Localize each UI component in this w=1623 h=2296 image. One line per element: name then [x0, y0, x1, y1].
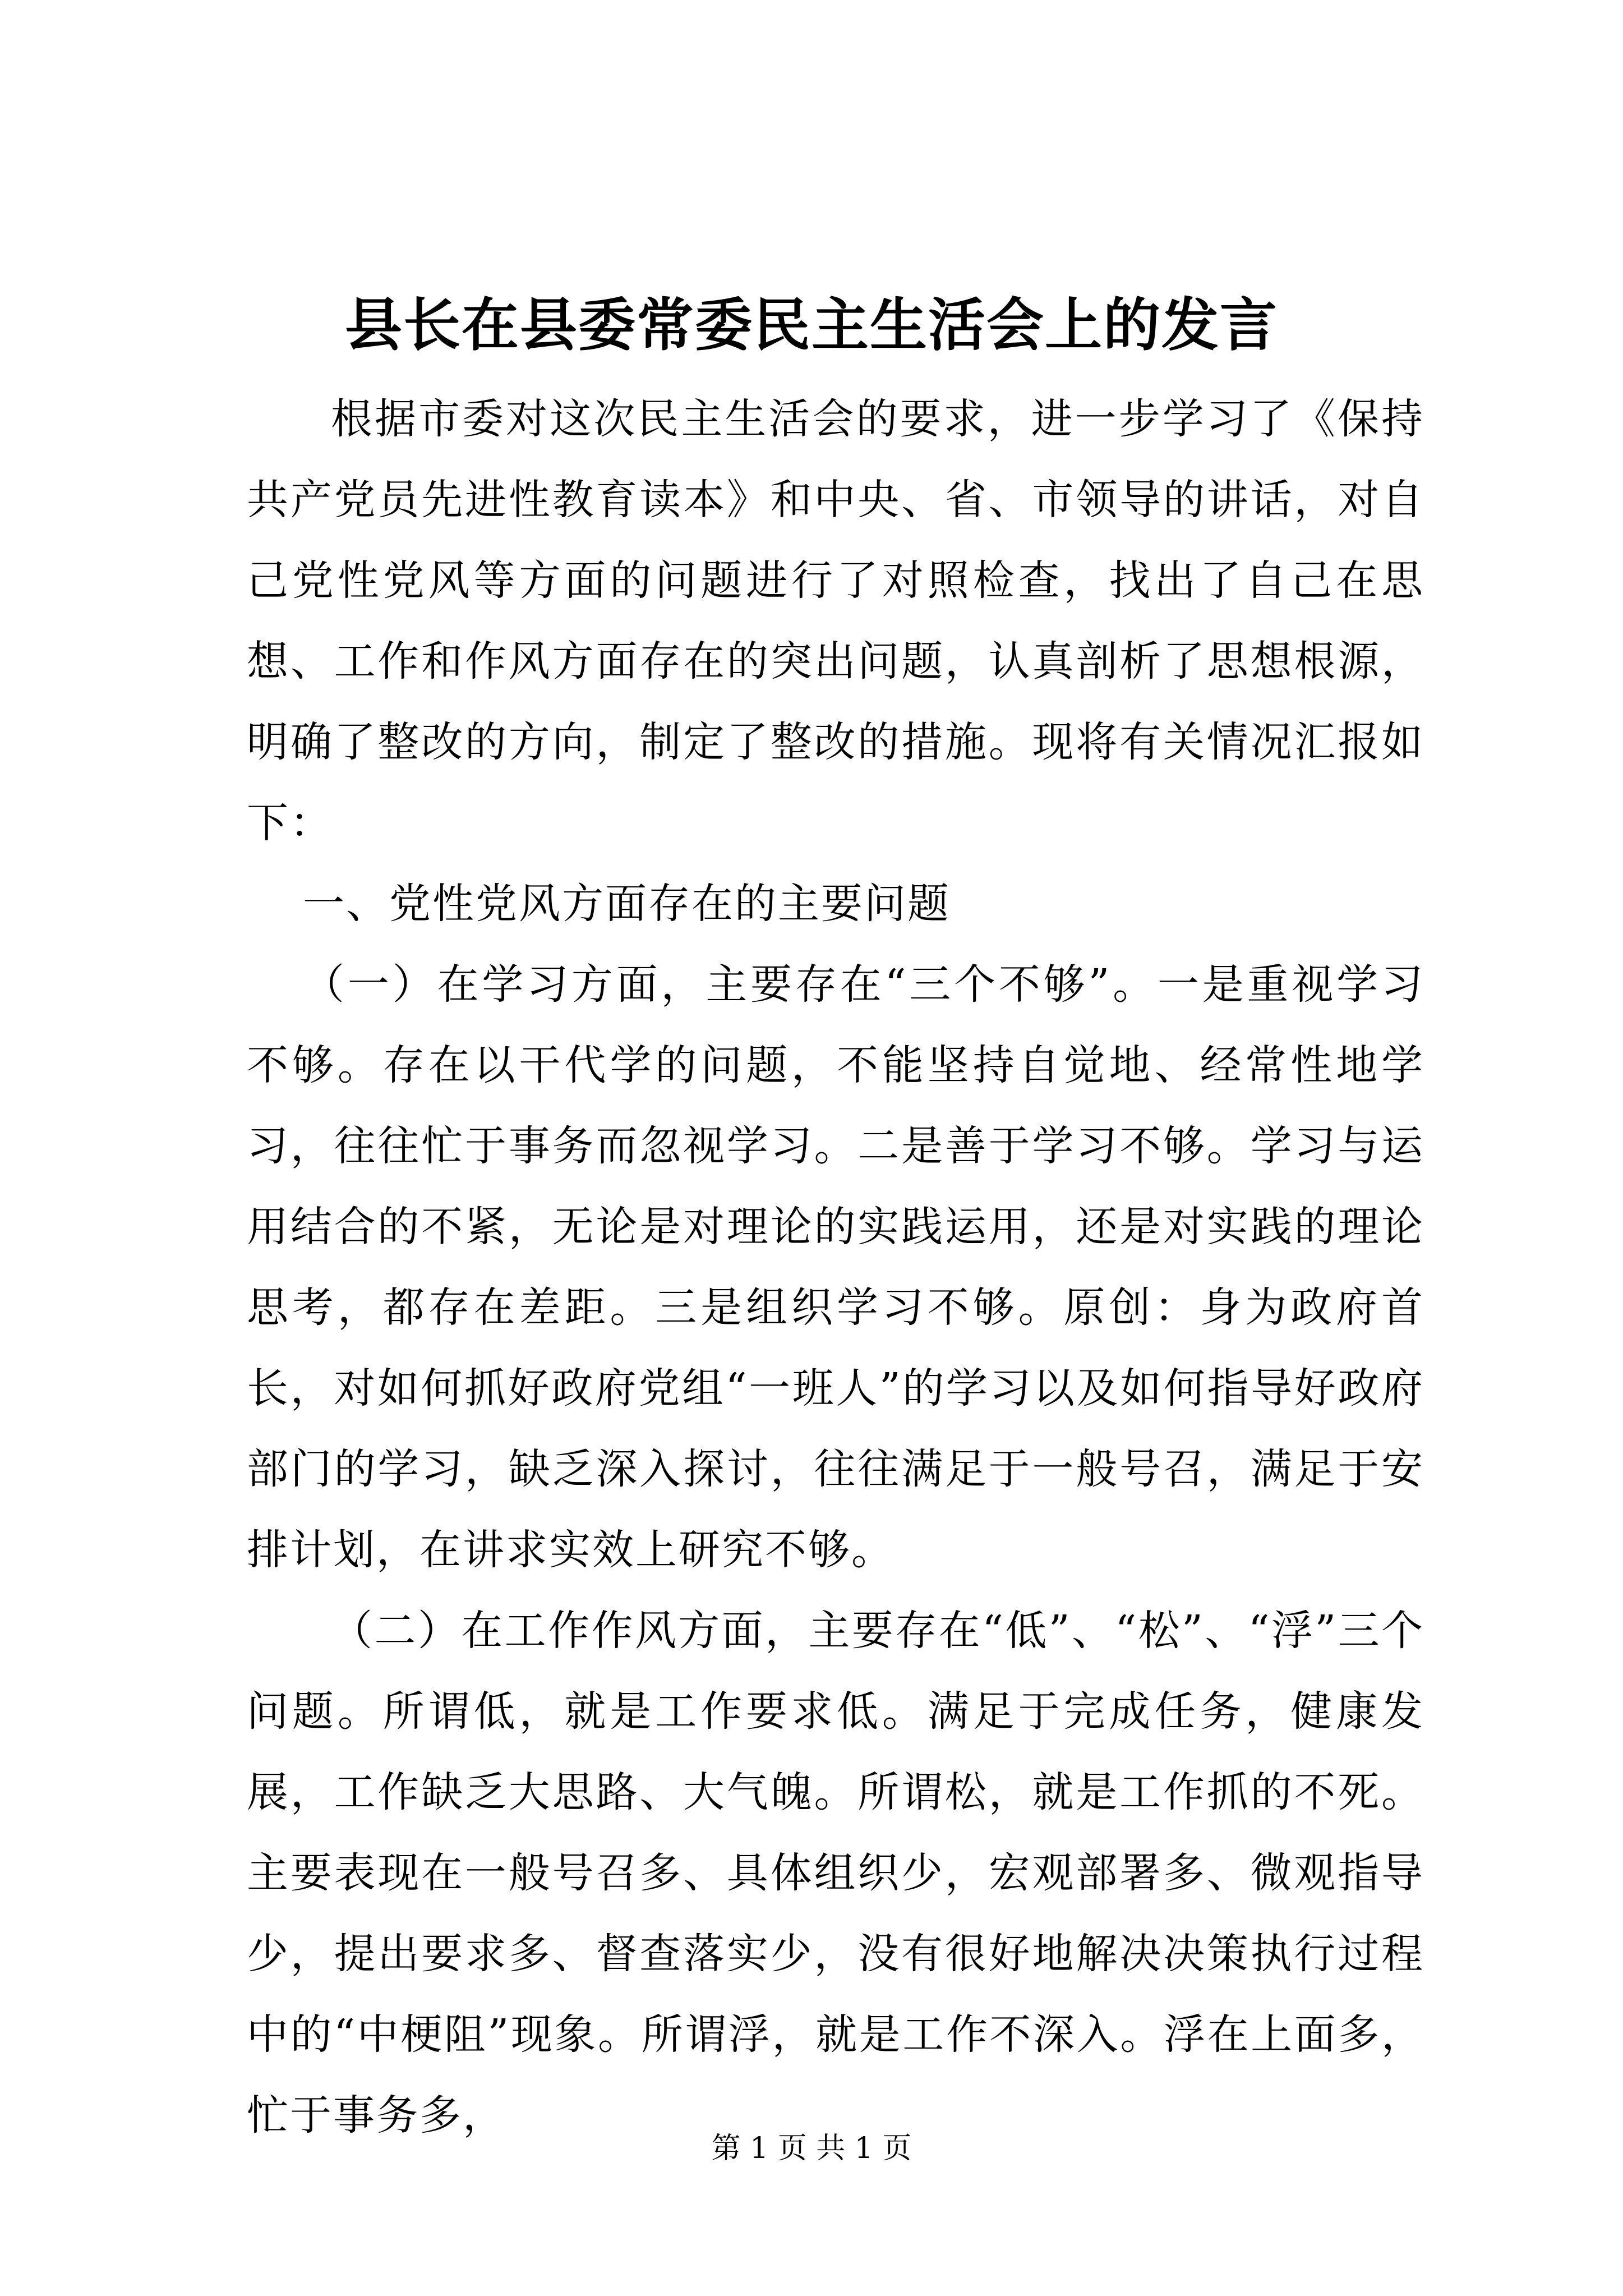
document-title: 县长在县委常委民主生活会上的发言 [345, 292, 1278, 359]
section-heading-1: 一、党性党风方面存在的主要问题 [303, 880, 951, 928]
paragraph-study: （一）在学习方面，主要存在“三个不够”。一是重视学习不够。存在以干代学的问题，不能坚持自觉地、经常性地学习，往往忙于事务而忽视学习。二是善于学习不够。学习与运用结合的不紧，无论是对理论的实践运用，还是对实践的理论思考，都存在差距。三是组织学习不够。原创：身为政府首长，对如何抓好政府党组“一班人”的学习以及如何指导好政府部门的学习，缺乏深入探讨，往往满足于一般号召，满足于安排计划，在讲求实效上研究不够。 [247, 960, 1424, 1574]
document-body [247, 379, 1424, 2156]
paragraph-work-style: （二）在工作作风方面，主要存在“低”、“松”、“浮”三个问题。所谓低，就是工作要求低。满足于完成任务，健康发展，工作缺乏大思路、大气魄。所谓松，就是工作抓的不死。主要表现在一般号召多、具体组织少，宏观部署多、微观指导少，提出要求多、督查落实少，没有很好地解决决策执行过程中的“中梗阻”现象。所谓浮，就是工作不深入。浮在上面多，忙于事务多， [247, 1607, 1424, 2139]
page-footer: 第 1 页 共 1 页 [711, 2132, 912, 2165]
paragraph-intro: 根据市委对这次民主生活会的要求，进一步学习了《保持共产党员先进性教育读本》和中央、省、市领导的讲话，对自己党性党风等方面的问题进行了对照检查，找出了自己在思想、工作和作风方面存在的突出问题，认真剖析了思想根源，明确了整改的方向，制定了整改的措施。现将有关情况汇报如下： [247, 395, 1424, 847]
